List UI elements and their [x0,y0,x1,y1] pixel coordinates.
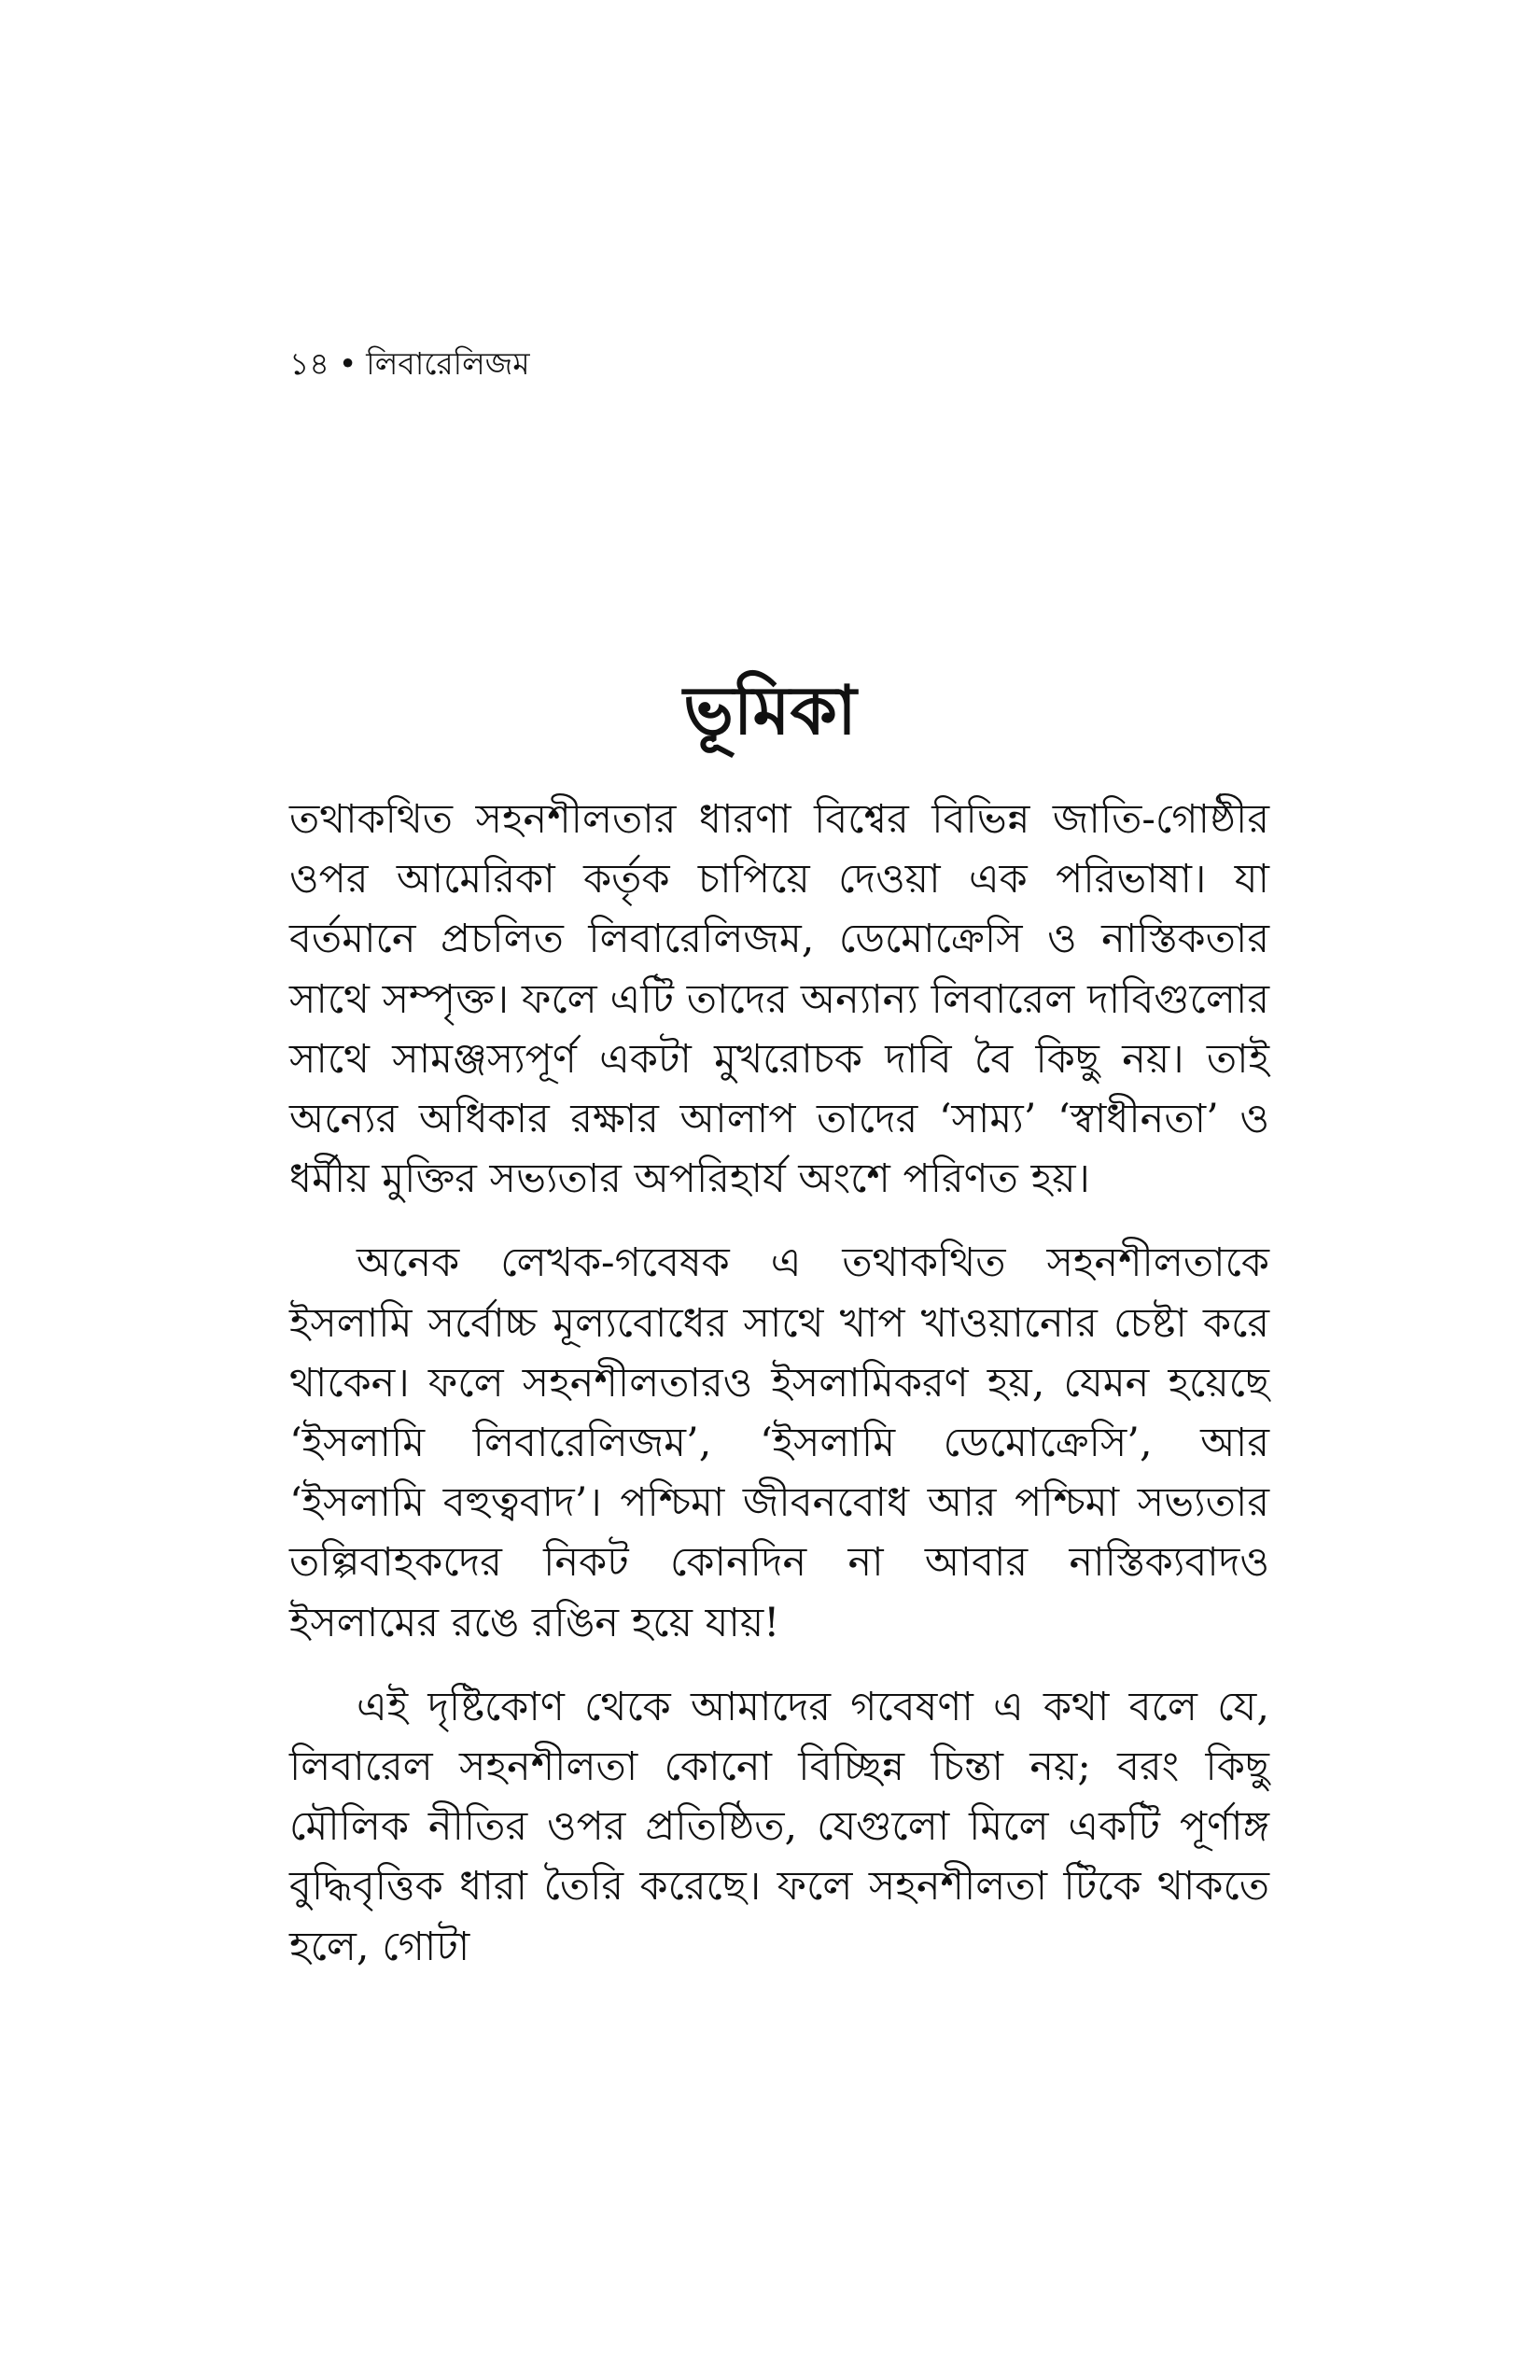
body-text [289,790,1269,2001]
running-header [289,343,530,385]
book-title: লিবারেলিজম [366,345,530,382]
paragraph-2: অনেক লেখক-গবেষক এ তথাকথিত সহনশীলতাকে ইসলামি সর্বোচ্চ মূল্যবোধের সাথে খাপ খাওয়ানোর চেষ্টা করে থাকেন। ফলে সহনশীলতারও ইসলামিকরণ হয়, যেমন হয়েছে ‘ইসলামি লিবারেলিজম’, ‘ইসলামি ডেমোক্রেসি’, আর ‘ইসলামি বহুত্ববাদ’। পশ্চিমা জীবনবোধ আর পশ্চিমা সভ্যতার তল্পিবাহকদের নিকট কোনদিন না আবার নাস্তিক্যবাদও ইসলামের রঙে রঙিন হয়ে যায়! [289,1239,1269,1646]
page-number: ১৪ [289,345,329,382]
chapter-title: ভূমিকা [683,670,857,749]
header-separator: • [338,345,357,382]
paragraph-1: তথাকথিত সহনশীলতার ধারণা বিশ্বের বিভিন্ন জাতি-গোষ্ঠীর ওপর আমেরিকা কর্তৃক চাপিয়ে দেওয়া এক পরিভাষা। যা বর্তমানে প্রচলিত লিবারেলিজম, ডেমোক্রেসি ও নাস্তিকতার সাথে সম্পৃক্ত। ফলে এটি তাদের অন্যান্য লিবারেল দাবিগুলোর সাথে সামঞ্জস্যপূর্ণ একটা মুখরোচক দাবি বৈ কিছু নয়। তাই অন্যের অধিকার রক্ষার আলাপ তাদের ‘সাম্য’ ‘স্বাধীনতা’ ও ধর্মীয় মুক্তির সভ্যতার অপরিহার্য অংশে পরিণত হয়। [289,796,1269,1203]
paragraph-3: এই দৃষ্টিকোণ থেকে আমাদের গবেষণা এ কথা বলে যে, লিবারেল সহনশীলতা কোনো বিচ্ছিন্ন চিন্তা নয়; বরং কিছু মৌলিক নীতির ওপর প্রতিষ্ঠিত, যেগুলো মিলে একটি পূর্ণাঙ্গ বুদ্ধিবৃত্তিক ধারা তৈরি করেছে। ফলে সহনশীলতা টিকে থাকতে হলে, গোটা [289,1683,1269,1970]
